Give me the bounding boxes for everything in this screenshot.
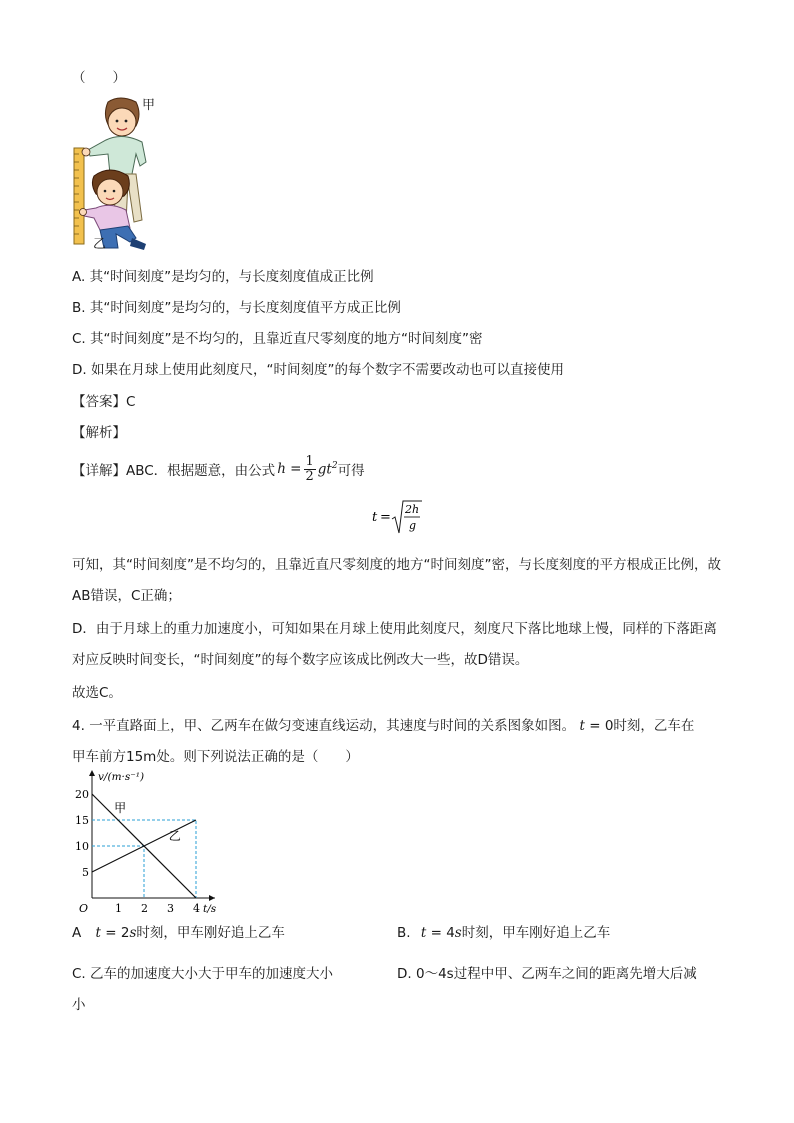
x-tick-label: 2: [141, 902, 148, 915]
q4-option-c: [72, 962, 333, 982]
x-axis-label: t/s: [203, 903, 217, 915]
x-tick-label: 4: [193, 902, 200, 915]
option-letter: C.: [72, 966, 86, 982]
series-label-jia: 甲: [114, 801, 127, 816]
option-text: 时刻，甲车刚好追上乙车: [136, 925, 285, 941]
q4-option-a: A t = 2s时刻，甲车刚好追上乙车: [72, 925, 285, 941]
y-tick-label: 5: [82, 866, 89, 879]
option-math: t: [95, 925, 101, 941]
formula-t-sqrt: [372, 497, 424, 541]
option-letter: C.: [72, 331, 86, 347]
detail-intro: ABC．根据题意，由公式: [126, 463, 276, 479]
x-tick-label: 3: [167, 902, 174, 915]
option-range: 0～4s: [415, 966, 454, 982]
option-text: 时刻，甲车刚好追上乙车: [461, 925, 611, 941]
q3-option-b: [72, 296, 401, 316]
q4-stem-line-1: 4. 一平直路面上，甲、乙两车在做匀变速直线运动，其速度与时间的关系图象如图。 t = 0时刻，乙车在: [72, 718, 695, 734]
q4-number: 4.: [72, 718, 85, 734]
y-tick-label: 10: [75, 840, 89, 853]
q4-t-zero: t: [579, 718, 585, 734]
option-text: 如果在月球上使用此刻度尺，“时间刻度”的每个数字不需要改动也可以直接使用: [90, 362, 564, 378]
q4-option-d: [397, 962, 697, 982]
option-text: 乙车的加速度大小大于甲车的加速度大小: [90, 966, 334, 982]
q3-option-d: [72, 358, 564, 378]
origin-label: O: [79, 902, 89, 915]
option-letter: A.: [72, 269, 86, 285]
fraction-one-half: $\frac{1}{2}$: [305, 453, 314, 484]
svg-text:=: =: [380, 510, 391, 525]
label-person-b: 乙: [93, 237, 107, 252]
y-axis-arrow: [89, 770, 95, 776]
explanation-paragraph-1: 可知，其“时间刻度”是不均匀的，且靠近直尺零刻度的地方“时间刻度”密，与长度刻度的平方根成正比例，故AB错误，C正确；: [72, 557, 721, 604]
detail-tag: 【详解】: [72, 463, 126, 479]
q3-option-a: [72, 265, 374, 285]
q4-stem-line-2: 甲车前方15m处。则下列说法正确的是（ ）: [72, 749, 359, 765]
series-label-yi: 乙: [168, 828, 181, 843]
answer-line: [72, 390, 135, 410]
q4-stem-a: 一平直路面上，甲、乙两车在做匀变速直线运动，其速度与时间的关系图象如图。: [89, 718, 576, 734]
q3-option-c: [72, 327, 483, 347]
guide-line-10: [92, 846, 144, 898]
option-text: 过程中甲、乙两车之间的距离先增大后减: [453, 966, 697, 982]
option-letter: D.: [72, 362, 87, 378]
formula-h: h =: [277, 461, 302, 477]
svg-text:2h: 2h: [405, 503, 420, 516]
option-text: 其“时间刻度”是均匀的，与长度刻度值平方成正比例: [89, 300, 401, 316]
q4-option-b: B. t = 4s时刻，甲车刚好追上乙车: [397, 925, 611, 941]
answer-tag: 【答案】: [72, 394, 126, 410]
answer-value: C: [126, 394, 136, 410]
y-tick-label: 15: [75, 814, 89, 827]
detail-after: 可得: [337, 463, 365, 479]
formula-gt2: $gt^2$: [317, 460, 338, 478]
q4-option-d-wrap: 小: [72, 997, 86, 1013]
option-text: 其“时间刻度”是均匀的，与长度刻度值成正比例: [89, 269, 374, 285]
conclusion: 故选C。: [72, 685, 122, 701]
q4-stem-b: 时刻，乙车在: [613, 718, 695, 734]
option-text: 其“时间刻度”是不均匀的，且靠近直尺零刻度的地方“时间刻度”密: [90, 331, 483, 347]
option-letter: D.: [397, 966, 412, 982]
option-math: t: [420, 925, 427, 941]
explanation-paragraph-2: D．由于月球上的重力加速度小，可知如果在月球上使用此刻度尺，刻度尺下落比地球上慢，同样的下落距离对应反映时间变长，“时间刻度”的每个数字应该成比例改大一些，故D错误。: [72, 621, 717, 668]
y-axis-label: v/(m·s⁻¹): [98, 771, 145, 783]
analysis-tag: 【解析】: [72, 425, 126, 441]
svg-text:t: t: [372, 510, 378, 525]
option-letter: A: [72, 925, 82, 941]
vt-chart: [70, 768, 240, 918]
detail-line: [72, 452, 365, 486]
q3-stem-tail: （ ）: [72, 70, 126, 86]
x-axis-arrow: [209, 895, 215, 901]
vt-chart-svg: [70, 768, 240, 918]
option-letter: B.: [397, 925, 411, 941]
svg-text:g: g: [409, 519, 417, 532]
ruler-drop-illustration: [70, 92, 166, 254]
label-person-a: 甲: [142, 98, 156, 113]
x-tick-label: 1: [115, 902, 122, 915]
option-letter: B.: [72, 300, 86, 316]
y-tick-label: 20: [75, 788, 89, 801]
